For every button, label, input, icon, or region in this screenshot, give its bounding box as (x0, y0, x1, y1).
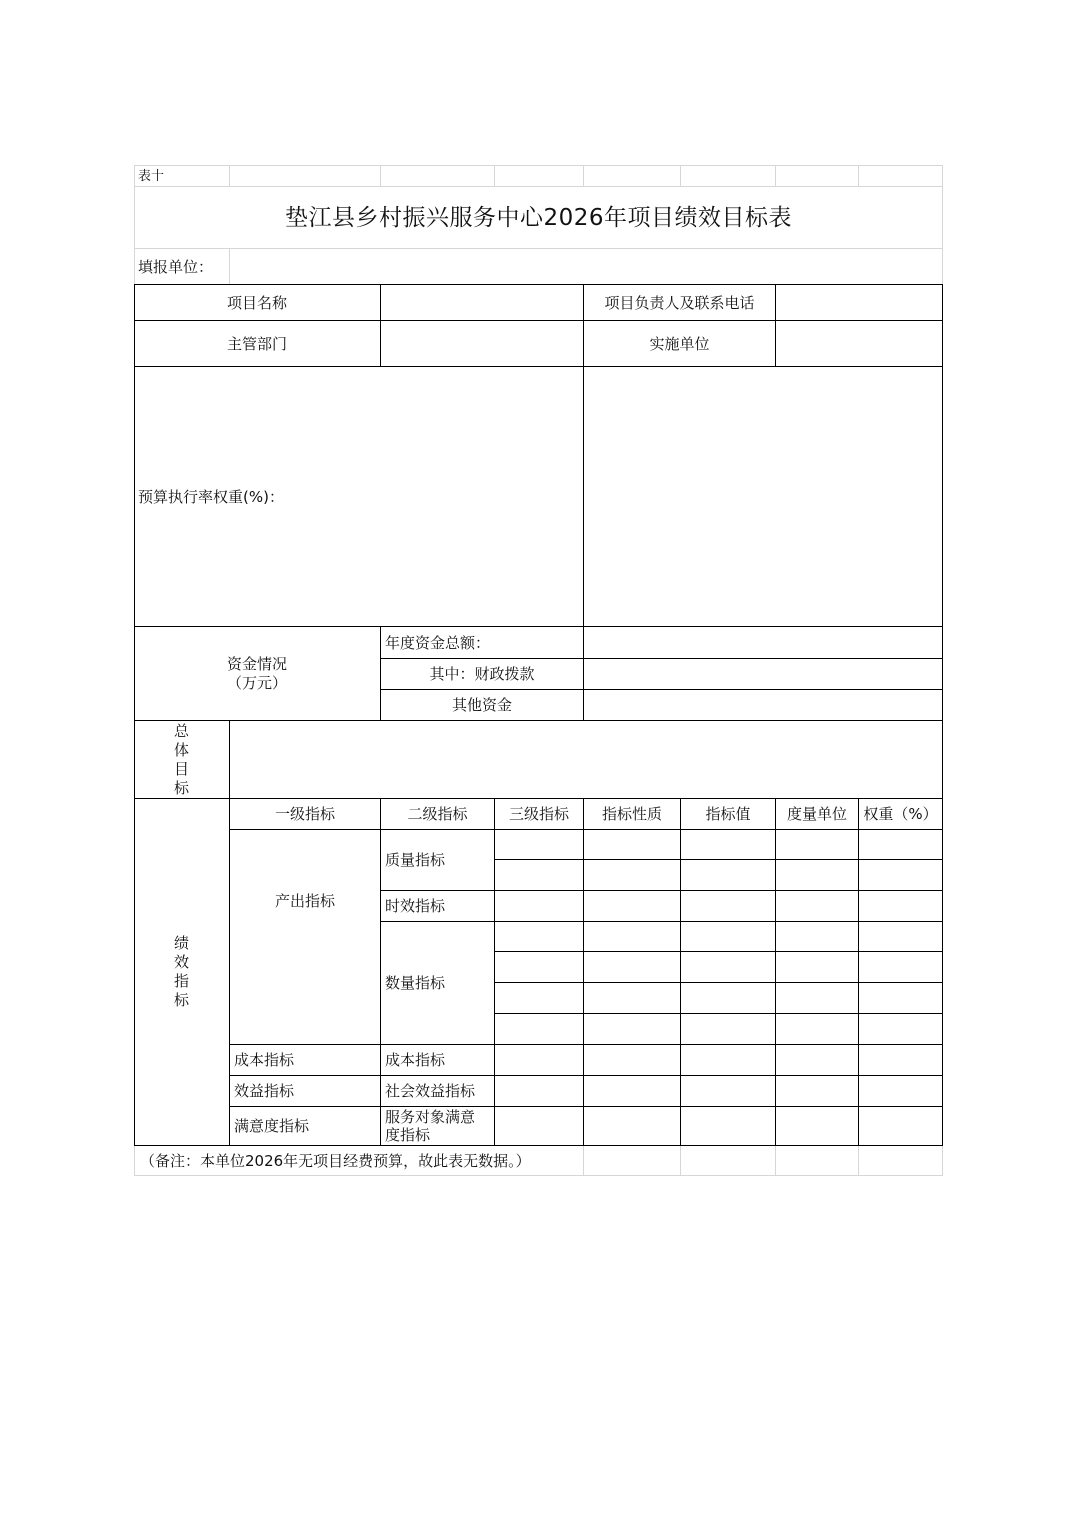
cost-indicators-label: 成本指标 (234, 1051, 295, 1069)
implementing-unit-value (776, 321, 942, 366)
overall-goal-char: 标 (173, 778, 189, 797)
header-weight: 权重（%） (863, 805, 938, 823)
performance-label-char: 指 (173, 972, 189, 990)
grid-line (942, 1145, 943, 1176)
header-nature: 指标性质 (601, 805, 662, 823)
annual-total-funds-label: 年度资金总额： (385, 633, 491, 652)
table-border (583, 626, 584, 721)
timeliness-indicators-label: 时效指标 (385, 897, 446, 915)
grid-line (229, 248, 230, 285)
social-benefit-indicators-label: 社会效益指标 (385, 1082, 476, 1100)
grid-line (583, 165, 584, 187)
grid-line (494, 165, 495, 187)
performance-label-char: 效 (173, 953, 189, 971)
project-name-value (381, 285, 583, 320)
other-funds-label: 其他资金 (451, 696, 512, 714)
budget-execution-weight-label: 预算执行率权重(%)： (138, 487, 284, 506)
table-border (494, 1013, 943, 1014)
page-title: 垫江县乡村振兴服务中心2026年项目绩效目标表 (284, 204, 793, 231)
department-label: 主管部门 (226, 334, 287, 353)
grid-line (775, 165, 776, 187)
header-unit: 度量单位 (786, 805, 847, 823)
footnote: （备注：本单位2026年无项目经费预算，故此表无数据。） (140, 1151, 531, 1170)
table-border (494, 951, 943, 952)
quality-indicators-label: 质量指标 (385, 851, 446, 869)
grid-line (134, 1175, 943, 1176)
grid-line (583, 1145, 584, 1176)
grid-line (229, 165, 230, 187)
output-indicators-label: 产出指标 (274, 892, 335, 910)
performance-label-char: 标 (173, 991, 189, 1009)
grid-line (680, 165, 681, 187)
header-level3: 三级指标 (508, 805, 569, 823)
performance-indicators-label (134, 799, 229, 1145)
performance-target-table (134, 165, 943, 1176)
department-value (381, 321, 583, 366)
header-level2: 二级指标 (407, 805, 468, 823)
grid-line (775, 1145, 776, 1176)
table-border (775, 798, 776, 1146)
contact-label: 项目负责人及联系电话 (604, 293, 755, 312)
table-border (583, 798, 584, 1146)
satisfaction-indicators-label: 满意度指标 (234, 1117, 310, 1135)
budget-execution-weight-value (584, 367, 942, 626)
funds-unit-text: （万元） (226, 673, 287, 692)
project-name-label: 项目名称 (226, 293, 287, 312)
funds-label-text: 资金情况 (226, 654, 287, 673)
grid-line (134, 165, 943, 166)
header-level1: 一级指标 (274, 805, 335, 823)
service-satisfaction-indicators-label: 服务对象满意度指标 (385, 1108, 476, 1144)
fiscal-allocation-label: 其中：财政拨款 (429, 665, 535, 683)
benefit-indicators-label: 效益指标 (234, 1082, 295, 1100)
cost-subindicators-label: 成本指标 (385, 1051, 446, 1069)
implementing-unit-label: 实施单位 (649, 334, 710, 353)
grid-line (680, 1145, 681, 1176)
overall-goal-char: 体 (173, 740, 189, 759)
grid-line (134, 248, 943, 249)
filling-unit-label: 填报单位： (138, 257, 214, 276)
grid-line (858, 165, 859, 187)
header-value: 指标值 (705, 805, 751, 823)
table-border (494, 982, 943, 983)
table-border (494, 859, 943, 860)
table-number: 表十 (138, 168, 165, 184)
overall-goal-char: 总 (173, 721, 189, 740)
grid-line (380, 165, 381, 187)
table-border (858, 798, 859, 1146)
table-border (942, 284, 943, 1146)
quantity-indicators-label: 数量指标 (385, 974, 446, 992)
table-border (494, 798, 495, 1146)
grid-line (858, 1145, 859, 1176)
overall-goal-label (134, 721, 229, 798)
performance-label-char: 绩 (173, 934, 189, 952)
contact-value (776, 285, 942, 320)
funds-label (134, 627, 380, 720)
overall-goal-value (230, 721, 942, 798)
table-border (680, 798, 681, 1146)
overall-goal-char: 目 (173, 759, 189, 778)
